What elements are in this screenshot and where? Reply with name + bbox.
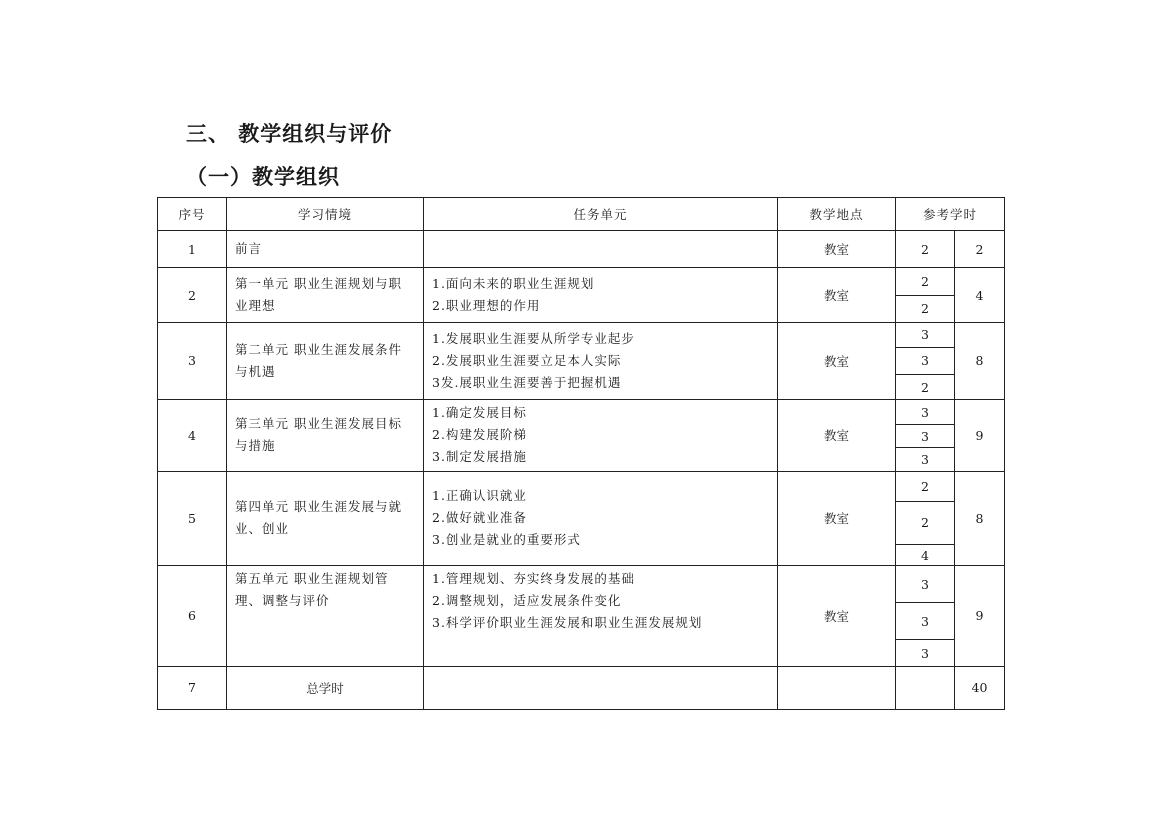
table-row (158, 400, 1005, 425)
section-title: 三、 教学组织与评价 (186, 122, 393, 146)
row-sub-hours: 2 (896, 375, 955, 400)
header-scenario: 学习情境 (227, 198, 424, 231)
row-scenario: 第一单元 职业生涯规划与职业理想 (227, 268, 424, 322)
row-location: 教室 (778, 231, 896, 268)
row-total-hours: 4 (955, 268, 1005, 322)
row-index: 6 (158, 566, 227, 667)
row-index: 5 (158, 471, 227, 566)
row-location: 教室 (778, 322, 896, 399)
header-hours: 参考学时 (896, 198, 1005, 231)
row-sub-hours (896, 666, 955, 709)
row-index: 7 (158, 666, 227, 709)
table-header-row (158, 198, 1005, 231)
row-location: 教室 (778, 566, 896, 667)
row-tasks (424, 666, 778, 709)
header-index: 序号 (158, 198, 227, 231)
table-row (158, 471, 1005, 501)
header-location: 教学地点 (778, 198, 896, 231)
row-tasks (424, 322, 778, 399)
task-item: 2.调整规划，适应发展条件变化 (432, 593, 622, 609)
row-sub-hours: 3 (896, 400, 955, 425)
task-item: 1.面向未来的职业生涯规划 (432, 276, 595, 292)
row-sub-hours: 3 (896, 640, 955, 666)
task-item: 2.发展职业生涯要立足本人实际 (432, 352, 622, 368)
row-total-hours: 9 (955, 400, 1005, 471)
row-sub-hours: 3 (896, 347, 955, 374)
row-scenario: 第三单元 职业生涯发展目标与措施 (227, 400, 424, 471)
row-total-hours: 8 (955, 471, 1005, 566)
row-scenario: 第四单元 职业生涯发展与就业、创业 (227, 471, 424, 566)
row-index: 4 (158, 400, 227, 471)
table-row (158, 231, 1005, 268)
task-item: 1.正确认识就业 (432, 488, 527, 504)
row-tasks (424, 471, 778, 566)
row-location (778, 666, 896, 709)
table-row-total (158, 666, 1005, 709)
row-sub-hours: 3 (896, 322, 955, 347)
row-sub-hours: 2 (896, 501, 955, 544)
row-total-hours: 8 (955, 322, 1005, 399)
task-item: 1.管理规划、夯实终身发展的基础 (432, 571, 635, 587)
teaching-organization-table (157, 197, 1005, 710)
row-scenario: 第五单元 职业生涯规划管理、调整与评价 (227, 566, 424, 667)
header-tasks: 任务单元 (424, 198, 778, 231)
task-item: 3发.展职业生涯要善于把握机遇 (432, 374, 622, 390)
task-item: 1.发展职业生涯要从所学专业起步 (432, 330, 635, 346)
row-tasks (424, 268, 778, 322)
task-item: 2.构建发展阶梯 (432, 427, 527, 443)
row-scenario: 总学时 (227, 666, 424, 709)
row-tasks (424, 566, 778, 667)
row-sub-hours: 2 (896, 295, 955, 322)
row-sub-hours: 2 (896, 231, 955, 268)
task-item: 3.科学评价职业生涯发展和职业生涯发展规划 (432, 615, 703, 631)
task-item: 2.做好就业准备 (432, 510, 527, 526)
row-index: 2 (158, 268, 227, 322)
task-item: 1.确定发展目标 (432, 405, 527, 421)
task-item: 3.制定发展措施 (432, 449, 527, 465)
row-sub-hours: 3 (896, 603, 955, 640)
row-sub-hours: 3 (896, 448, 955, 471)
row-sub-hours: 4 (896, 544, 955, 565)
row-tasks (424, 231, 778, 268)
row-scenario: 前言 (227, 231, 424, 268)
row-location: 教室 (778, 471, 896, 566)
row-tasks (424, 400, 778, 471)
row-sub-hours: 3 (896, 425, 955, 448)
subsection-title: （一）教学组织 (186, 165, 340, 189)
table-row (158, 268, 1005, 295)
row-location: 教室 (778, 400, 896, 471)
task-item: 2.职业理想的作用 (432, 298, 541, 314)
row-total-hours: 2 (955, 231, 1005, 268)
table-row (158, 322, 1005, 347)
table-row (158, 566, 1005, 603)
row-scenario: 第二单元 职业生涯发展条件与机遇 (227, 322, 424, 399)
row-sub-hours: 2 (896, 268, 955, 295)
row-sub-hours: 2 (896, 471, 955, 501)
row-total-hours: 9 (955, 566, 1005, 667)
row-location: 教室 (778, 268, 896, 322)
row-sub-hours: 3 (896, 566, 955, 603)
row-index: 1 (158, 231, 227, 268)
row-index: 3 (158, 322, 227, 399)
row-total-hours: 40 (955, 666, 1005, 709)
task-item: 3.创业是就业的重要形式 (432, 532, 581, 548)
